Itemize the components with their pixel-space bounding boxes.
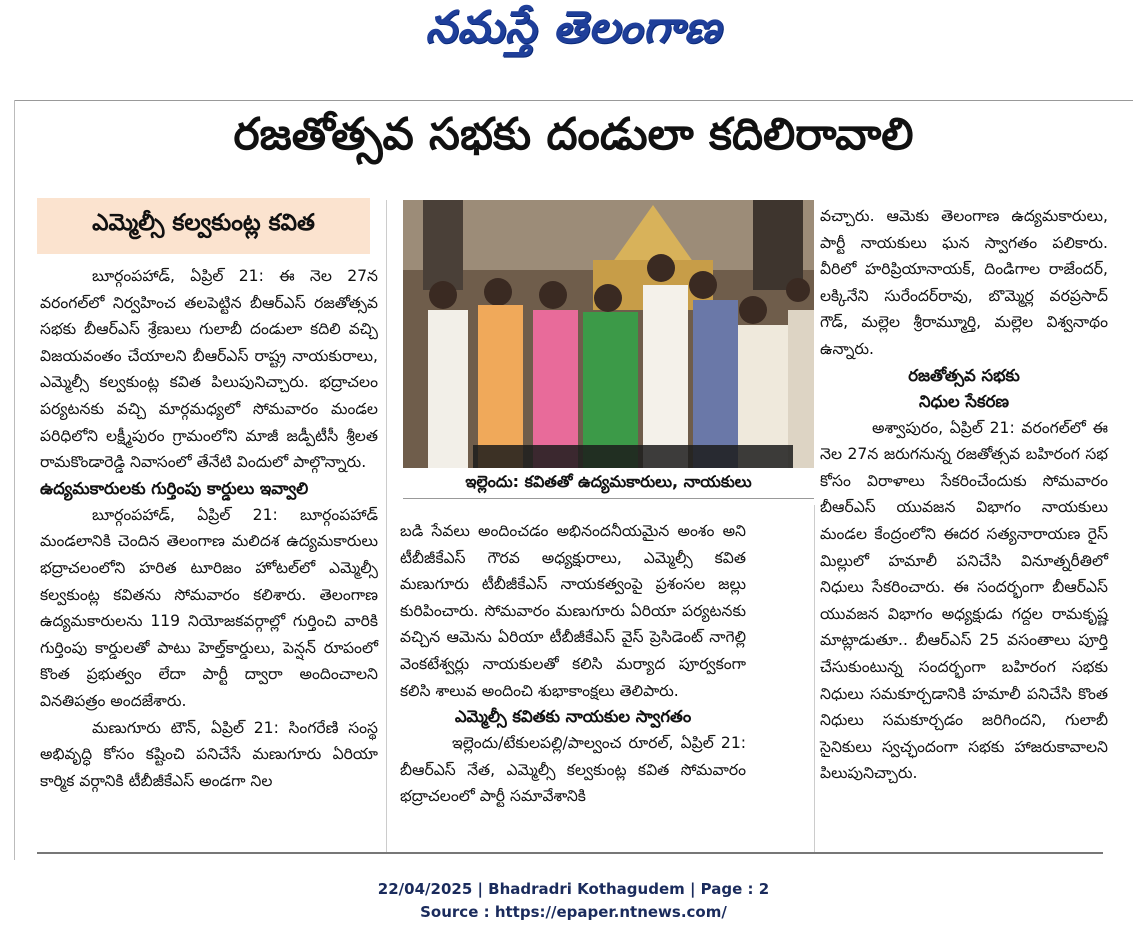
bottom-divider	[37, 852, 1103, 854]
footer-date-page: 22/04/2025 | Bhadradri Kothagudem | Page : 2	[377, 880, 770, 898]
column-3	[820, 203, 1108, 787]
paragraph: బడి సేవలు అందించడం అభినందనీయమైన అంశం అని టీబీజీకేఎస్ గౌరవ అధ్యక్షురాలు, ఎమ్మెల్సీ కవిత మణుగూరు టీబీజీకేఎస్ నాయకత్వంపై ప్రశంసల జల్లు కురిపించారు. సోమవారం మణుగూరు ఏరియా పర్యటనకు వచ్చిన ఆమెను ఏరియా టీబీజీకేఎస్ వైస్ ప్రెసిడెంట్ నాగెల్లి వెంకటేశ్వర్లు నాయకులతో కలిసి మర్యాద పూర్వకంగా కలిసి శాలువ అందించి శుభాకాంక్షలు తెలిపారు.	[400, 522, 746, 700]
section-subheading-line2: నిధుల సేకరణ	[919, 391, 1009, 411]
footer-source: Source : https://epaper.ntnews.com/	[420, 903, 727, 921]
group-photo-illustration	[403, 200, 814, 468]
column-divider	[814, 505, 815, 852]
article-headline: రజతోత్సవ సభకు దండులా కదిలిరావాలి	[233, 109, 914, 160]
column-1	[40, 263, 378, 794]
article-subhead: ఎమ్మెల్సీ కల్వకుంట్ల కవిత	[37, 198, 370, 254]
left-border	[14, 100, 15, 860]
photo-caption: ఇల్లెందు: కవితతో ఉద్యమకారులు, నాయకులు	[465, 472, 752, 491]
section-subheading: ఉద్యమకారులకు గుర్తింపు కార్డులు ఇవ్వాలి	[40, 478, 309, 498]
column-divider	[386, 200, 387, 852]
paragraph: మణుగూరు టౌన్, ఏప్రిల్ 21: సింగరేణి సంస్థ అభివృద్ధి కోసం కష్టించి పనిచేసే మణుగూరు ఏరియా కార్మిక వర్గానికి టీబీజీకేఎస్ అండగా నిల	[40, 718, 378, 790]
paragraph: బూర్గంపహాడ్, ఏప్రిల్ 21: బూర్గంపహాడ్ మండలానికి చెందిన తెలంగాణ మలిదశ ఉద్యమకారులు భద్రాచలంలోని హరిత టూరిజం హోటల్‌లో ఎమ్మెల్సీ కల్వకుంట్ల కవితను సోమవారం కలిశారు. తెలంగాణ ఉద్యమకారులను 119 నియోజకవర్గాల్లో గుర్తించి వారికి గుర్తింపు కార్డులతో పాటు హెల్త్‌కార్డులు, పెన్షన్ రూపంలో కొంత ప్రభుత్వం లేదా పార్టీ ద్వారా అందించాలని వినతిపత్రం అందజేశారు.	[40, 505, 378, 710]
news-photo	[403, 200, 814, 468]
column-2	[400, 518, 746, 810]
newspaper-masthead: నమస్తే తెలంగాణ	[425, 2, 722, 53]
paragraph: అశ్వాపురం, ఏప్రిల్ 21: వరంగల్‌లో ఈ నెల 27న జరుగనున్న రజతోత్సవ బహిరంగ సభ కోసం విరాళాలు సేకరించేందుకు సోమవారం బీఆర్‌ఎస్ యువజన విభాగం నాయకులు మండల కేంద్రంలోని ఈదర సత్యనారాయణ రైస్ మిల్లులో హమాలీ పనిచేసి వినూత్నరీతిలో నిధులు సేకరించారు. ఈ సందర్భంగా బీఆర్‌ఎస్ యువజన విభాగం అధ్యక్షుడు గద్దల రామకృష్ణ మాట్లాడుతూ.. బీఆర్‌ఎస్ 25 వసంతాలు పూర్తి చేసుకుంటున్న సందర్భంగా బహిరంగ సభకు నిధులు సమకూర్చడానికి హమాలీ పనిచేసి కొంత నిధులు సమకూర్చడం జరిగిందని, గులాబీ సైనికులు స్వచ్ఛందంగా సభకు హాజరుకావాలని పిలుపునిచ్చారు.	[820, 418, 1108, 783]
section-subheading: ఎమ్మెల్సీ కవితకు నాయకుల స్వాగతం	[454, 707, 692, 727]
section-subheading-line1: రజతోత్సవ సభకు	[908, 365, 1020, 385]
paragraph: ఇల్లెందు/టేకులపల్లి/పాల్వంచ రూరల్, ఏప్రిల్ 21: బీఆర్‌ఎస్ నేత, ఎమ్మెల్సీ కల్వకుంట్ల కవిత సోమవారం భద్రాచలంలో పార్టీ సమావేశానికి	[400, 734, 746, 806]
top-divider	[14, 100, 1133, 101]
paragraph: బూర్గంపహాడ్, ఏప్రిల్ 21: ఈ నెల 27న వరంగల్‌లో నిర్వహించ తలపెట్టిన బీఆర్‌ఎస్ రజతోత్సవ సభకు బీఆర్‌ఎస్ శ్రేణులు గులాబీ దండులా కదిలి వచ్చి విజయవంతం చేయాలని బీఆర్‌ఎస్ రాష్ట్ర నాయకురాలు, ఎమ్మెల్సీ కల్వకుంట్ల కవిత పిలుపునిచ్చారు. భద్రాచలం పర్యటనకు వచ్చి మార్గమధ్యలో సోమవారం మండల పరిధిలోని లక్ష్మీపురం గ్రామంలోని మాజీ జడ్పీటీసీ శ్రీలత రామకొండారెడ్డి నివాసంలో తేనేటి విందులో పాల్గొన్నారు.	[40, 267, 378, 472]
paragraph: వచ్చారు. ఆమెకు తెలంగాణ ఉద్యమకారులు, పార్టీ నాయకులు ఘన స్వాగతం పలికారు. వీరిలో హరిప్రియానాయక్, దిండిగాల రాజేందర్, లక్కినేని సురేందర్‌రావు, బొమ్మెర్ల వరప్రసాద్ గౌడ్, మల్లెల శ్రీరామ్మూర్తి, మల్లెల విశ్వనాథం ఉన్నారు.	[820, 207, 1108, 358]
caption-divider	[403, 498, 814, 499]
